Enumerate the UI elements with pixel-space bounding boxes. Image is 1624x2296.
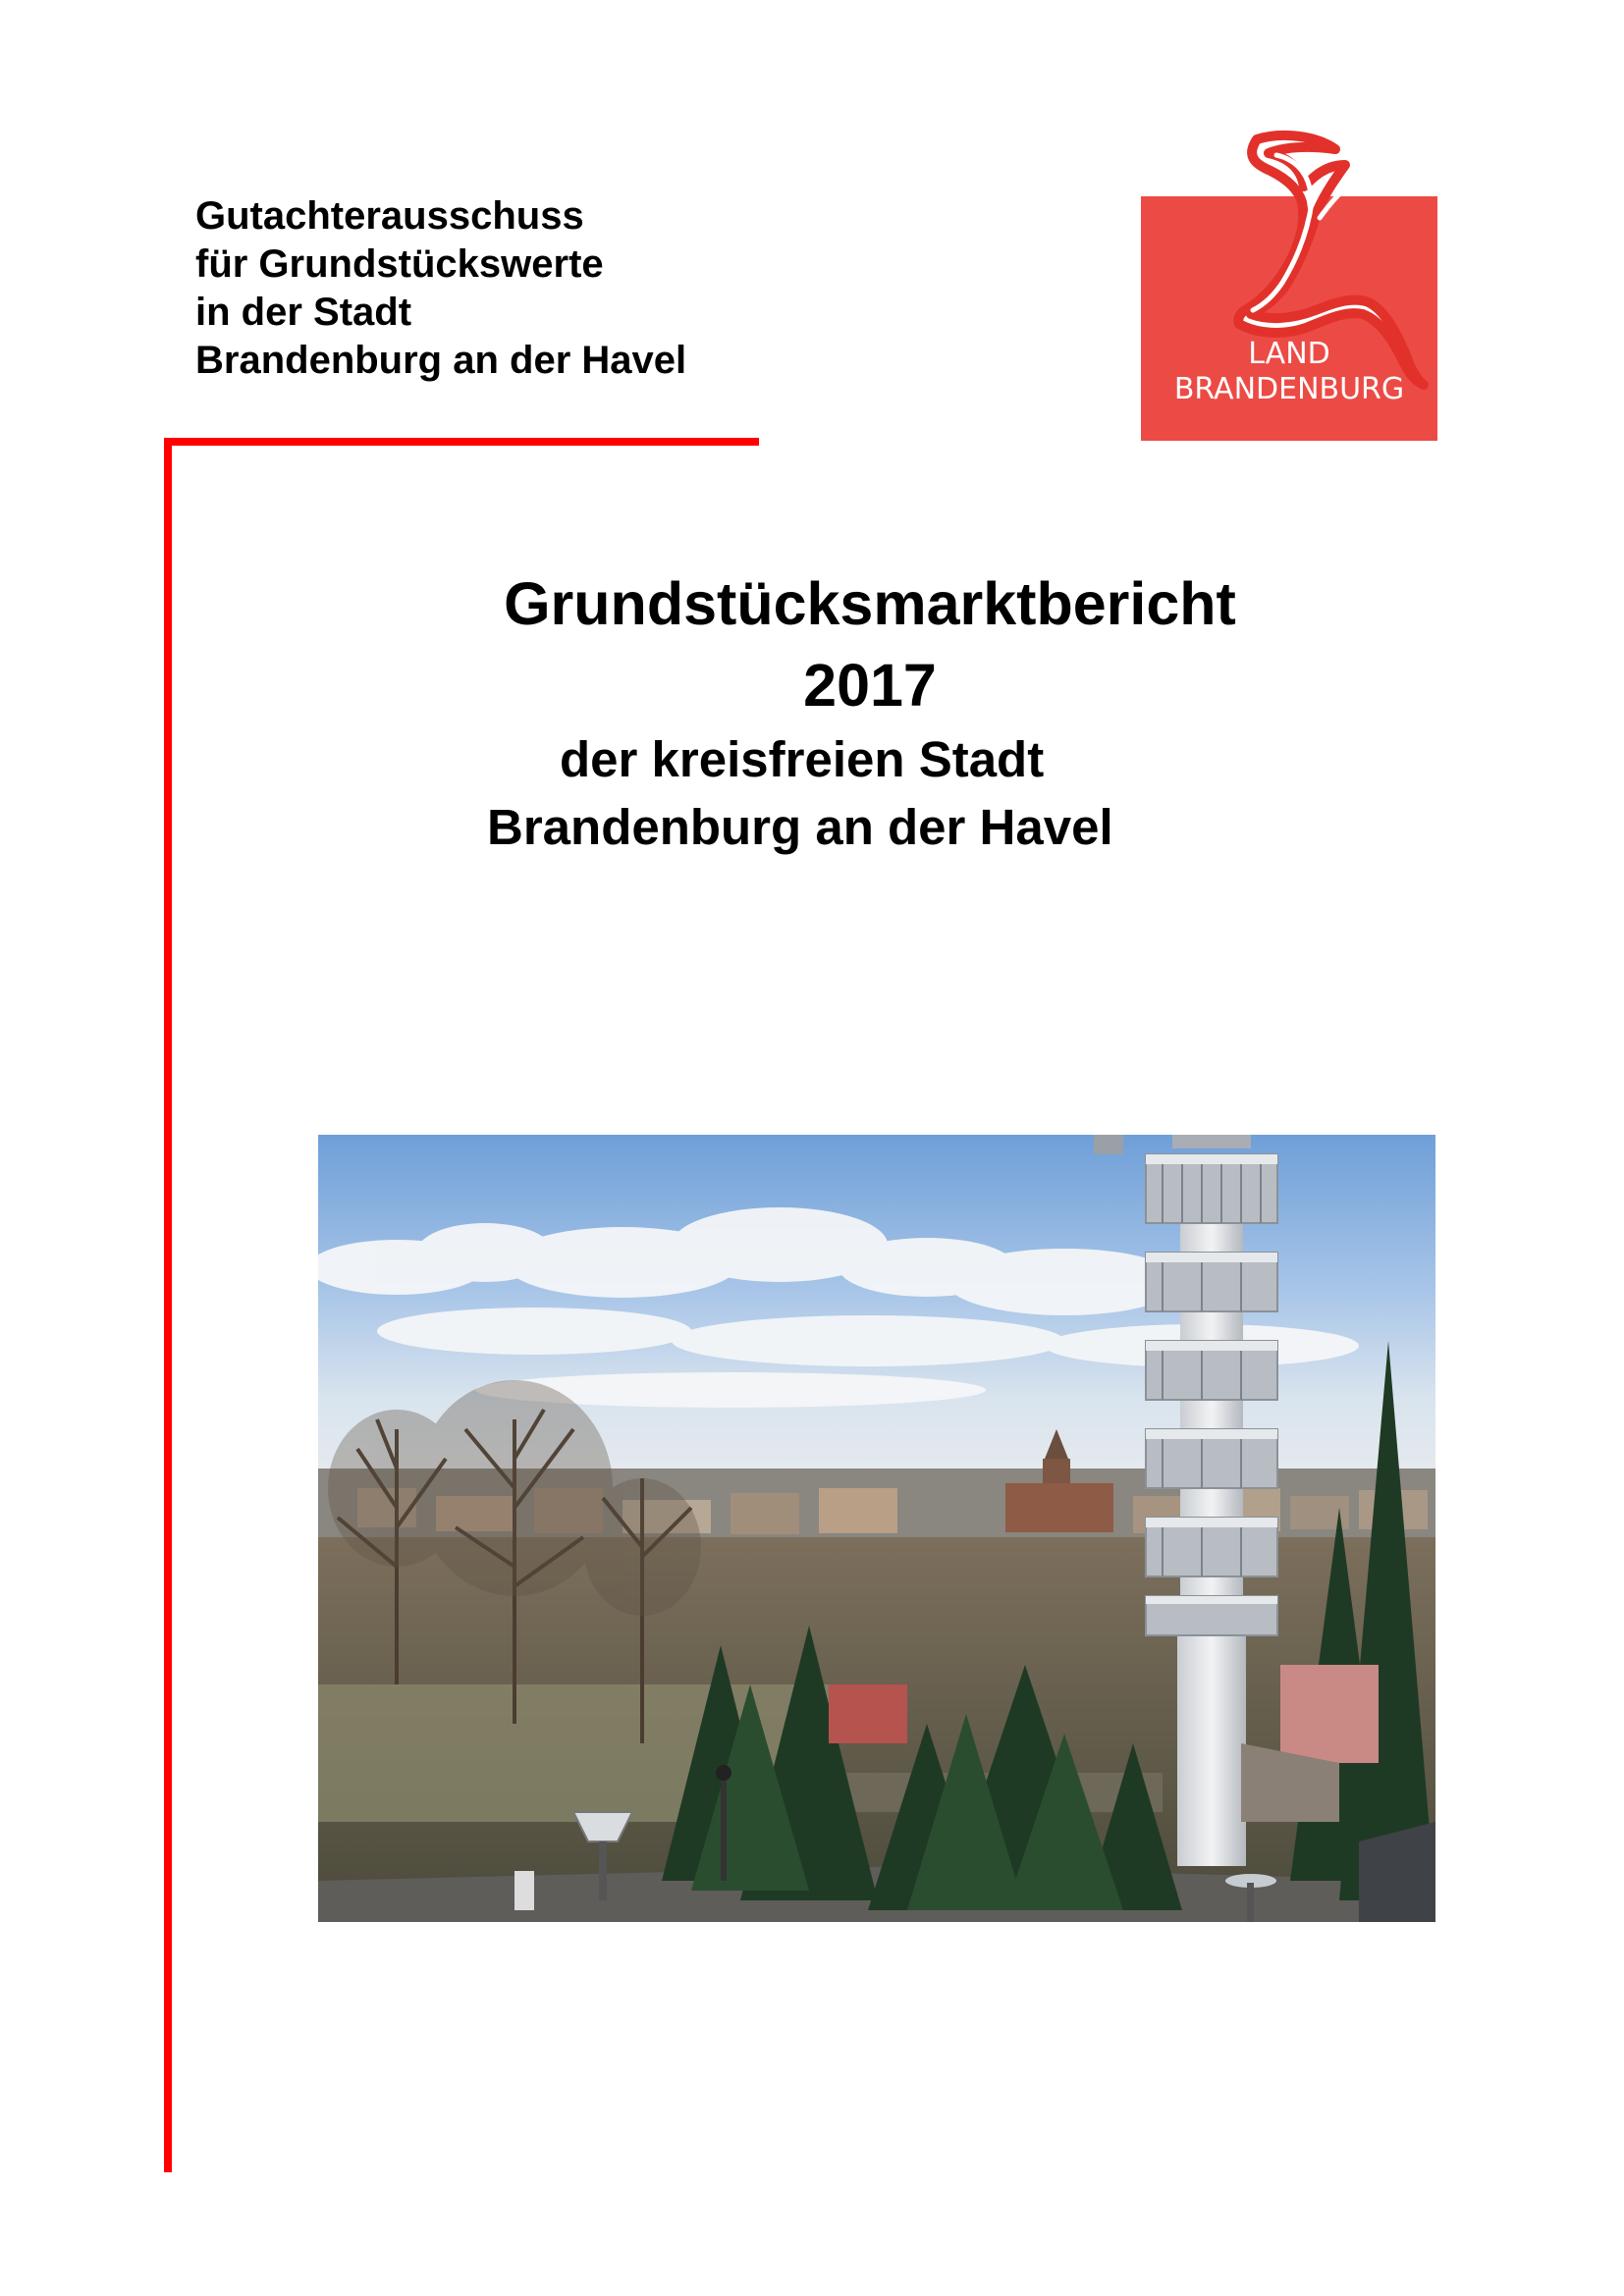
red-rule-horizontal <box>164 438 759 446</box>
issuer-line-3: in der Stadt <box>195 291 412 334</box>
issuer-block <box>195 192 804 385</box>
report-subtitle-line-1: der kreisfreien Stadt <box>560 731 1045 787</box>
logo-text-land: LAND <box>1248 337 1330 371</box>
report-title: Grundstücksmarktbericht <box>504 570 1236 637</box>
logo-text-brandenburg: BRANDENBURG <box>1173 372 1405 406</box>
land-brandenburg-logo <box>1141 128 1485 452</box>
report-subtitle-line-2: Brandenburg an der Havel <box>487 799 1113 855</box>
report-year: 2017 <box>803 652 937 719</box>
cover-photo <box>318 1135 1435 1922</box>
issuer-line-4: Brandenburg an der Havel <box>195 339 687 382</box>
red-rule-vertical <box>164 438 172 2172</box>
issuer-line-2: für Grundstückswerte <box>195 242 604 286</box>
issuer-line-1: Gutachterausschuss <box>195 194 584 238</box>
